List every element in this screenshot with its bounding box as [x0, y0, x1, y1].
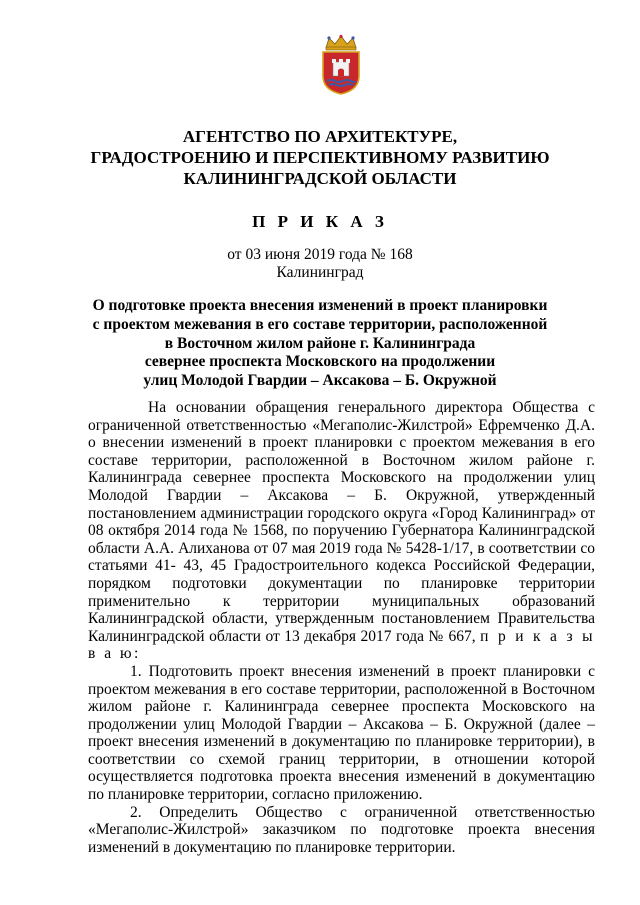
agency-name-line: АГЕНТСТВО ПО АРХИТЕКТУРЕ,: [182, 127, 458, 146]
subject-line: севернее проспекта Московского на продолжении: [144, 353, 496, 371]
order-date-number: от 03 июня 2019 года № 168: [227, 246, 413, 263]
order-title: П Р И К А З: [252, 212, 388, 231]
decree-word: п р и к а з ы в а ю:: [88, 627, 595, 663]
preamble-paragraph: [88, 399, 595, 663]
order-body: [88, 399, 595, 856]
subject-line: улиц Молодой Гвардии – Аксакова – Б. Окружной: [143, 372, 497, 390]
subject-line: О подготовке проекта внесения изменений в проект планировки: [92, 297, 548, 314]
order-item: 2. Определить Общество с ограниченной ответственностью «Мегаполис-Жилстрой» заказчиком по подготовке проекта внесения изменений в документацию по планировке территории.: [88, 803, 595, 856]
agency-name-line: ГРАДОСТРОЕНИЮ И ПЕРСПЕКТИВНОМУ РАЗВИТИЮ: [90, 148, 550, 167]
agency-name: [60, 126, 580, 189]
kaliningrad-coat-of-arms-icon: [318, 34, 364, 96]
preamble-text: На основании обращения генерального директора Общества с ограниченной ответственностью «Мегаполис-Жилстрой» Ефремченко Д.А. о внесении изменений в проект планировки с проектом межевания в его составе территории, расположенной в Восточном жилом районе г. Калининграда севернее проспекта Московского на продолжении улиц Молодой Гвардии – Аксакова – Б. Окружной, утвержденный постановлением администрации городского округа «Город Калининград» от 08 октября 2014 года № 1568, по поручению Губернатора Калининградской области А.А. Алиханова от 07 мая 2019 года № 5428-1/17, в соответствии со статьями 41- 43, 45 Градостроительного кодекса Российской Федерации, порядком подготовки документации по планировке территории применительно к территории муниципальных образований Калининградской области, утвержденным постановлением Правительства Калининградской области от 13 декабря 2017 года № 667,: [88, 399, 595, 645]
subject-line: в Восточном жилом районе г. Калининграда: [164, 334, 476, 352]
agency-name-line: КАЛИНИНГРАДСКОЙ ОБЛАСТИ: [183, 169, 457, 188]
order-subject: [60, 297, 580, 391]
subject-line: с проектом межевания в его составе территории, расположенной: [92, 315, 548, 333]
order-item: 1. Подготовить проект внесения изменений в проект планировки с проектом межевания в его составе территории, расположенной в Восточном жилом районе г. Калининграда севернее проспекта Московского на продолжении улиц Молодой Гвардии – Аксакова – Б. Окружной (далее – проект внесения изменений в документацию по планировке территории), в соответствии со схемой границ территории, в отношении которой осуществляется подготовка проекта внесения изменений в документацию по планировке территории, согласно приложению.: [88, 662, 595, 804]
order-date-block: [60, 246, 580, 282]
order-city: Калининград: [276, 264, 364, 281]
